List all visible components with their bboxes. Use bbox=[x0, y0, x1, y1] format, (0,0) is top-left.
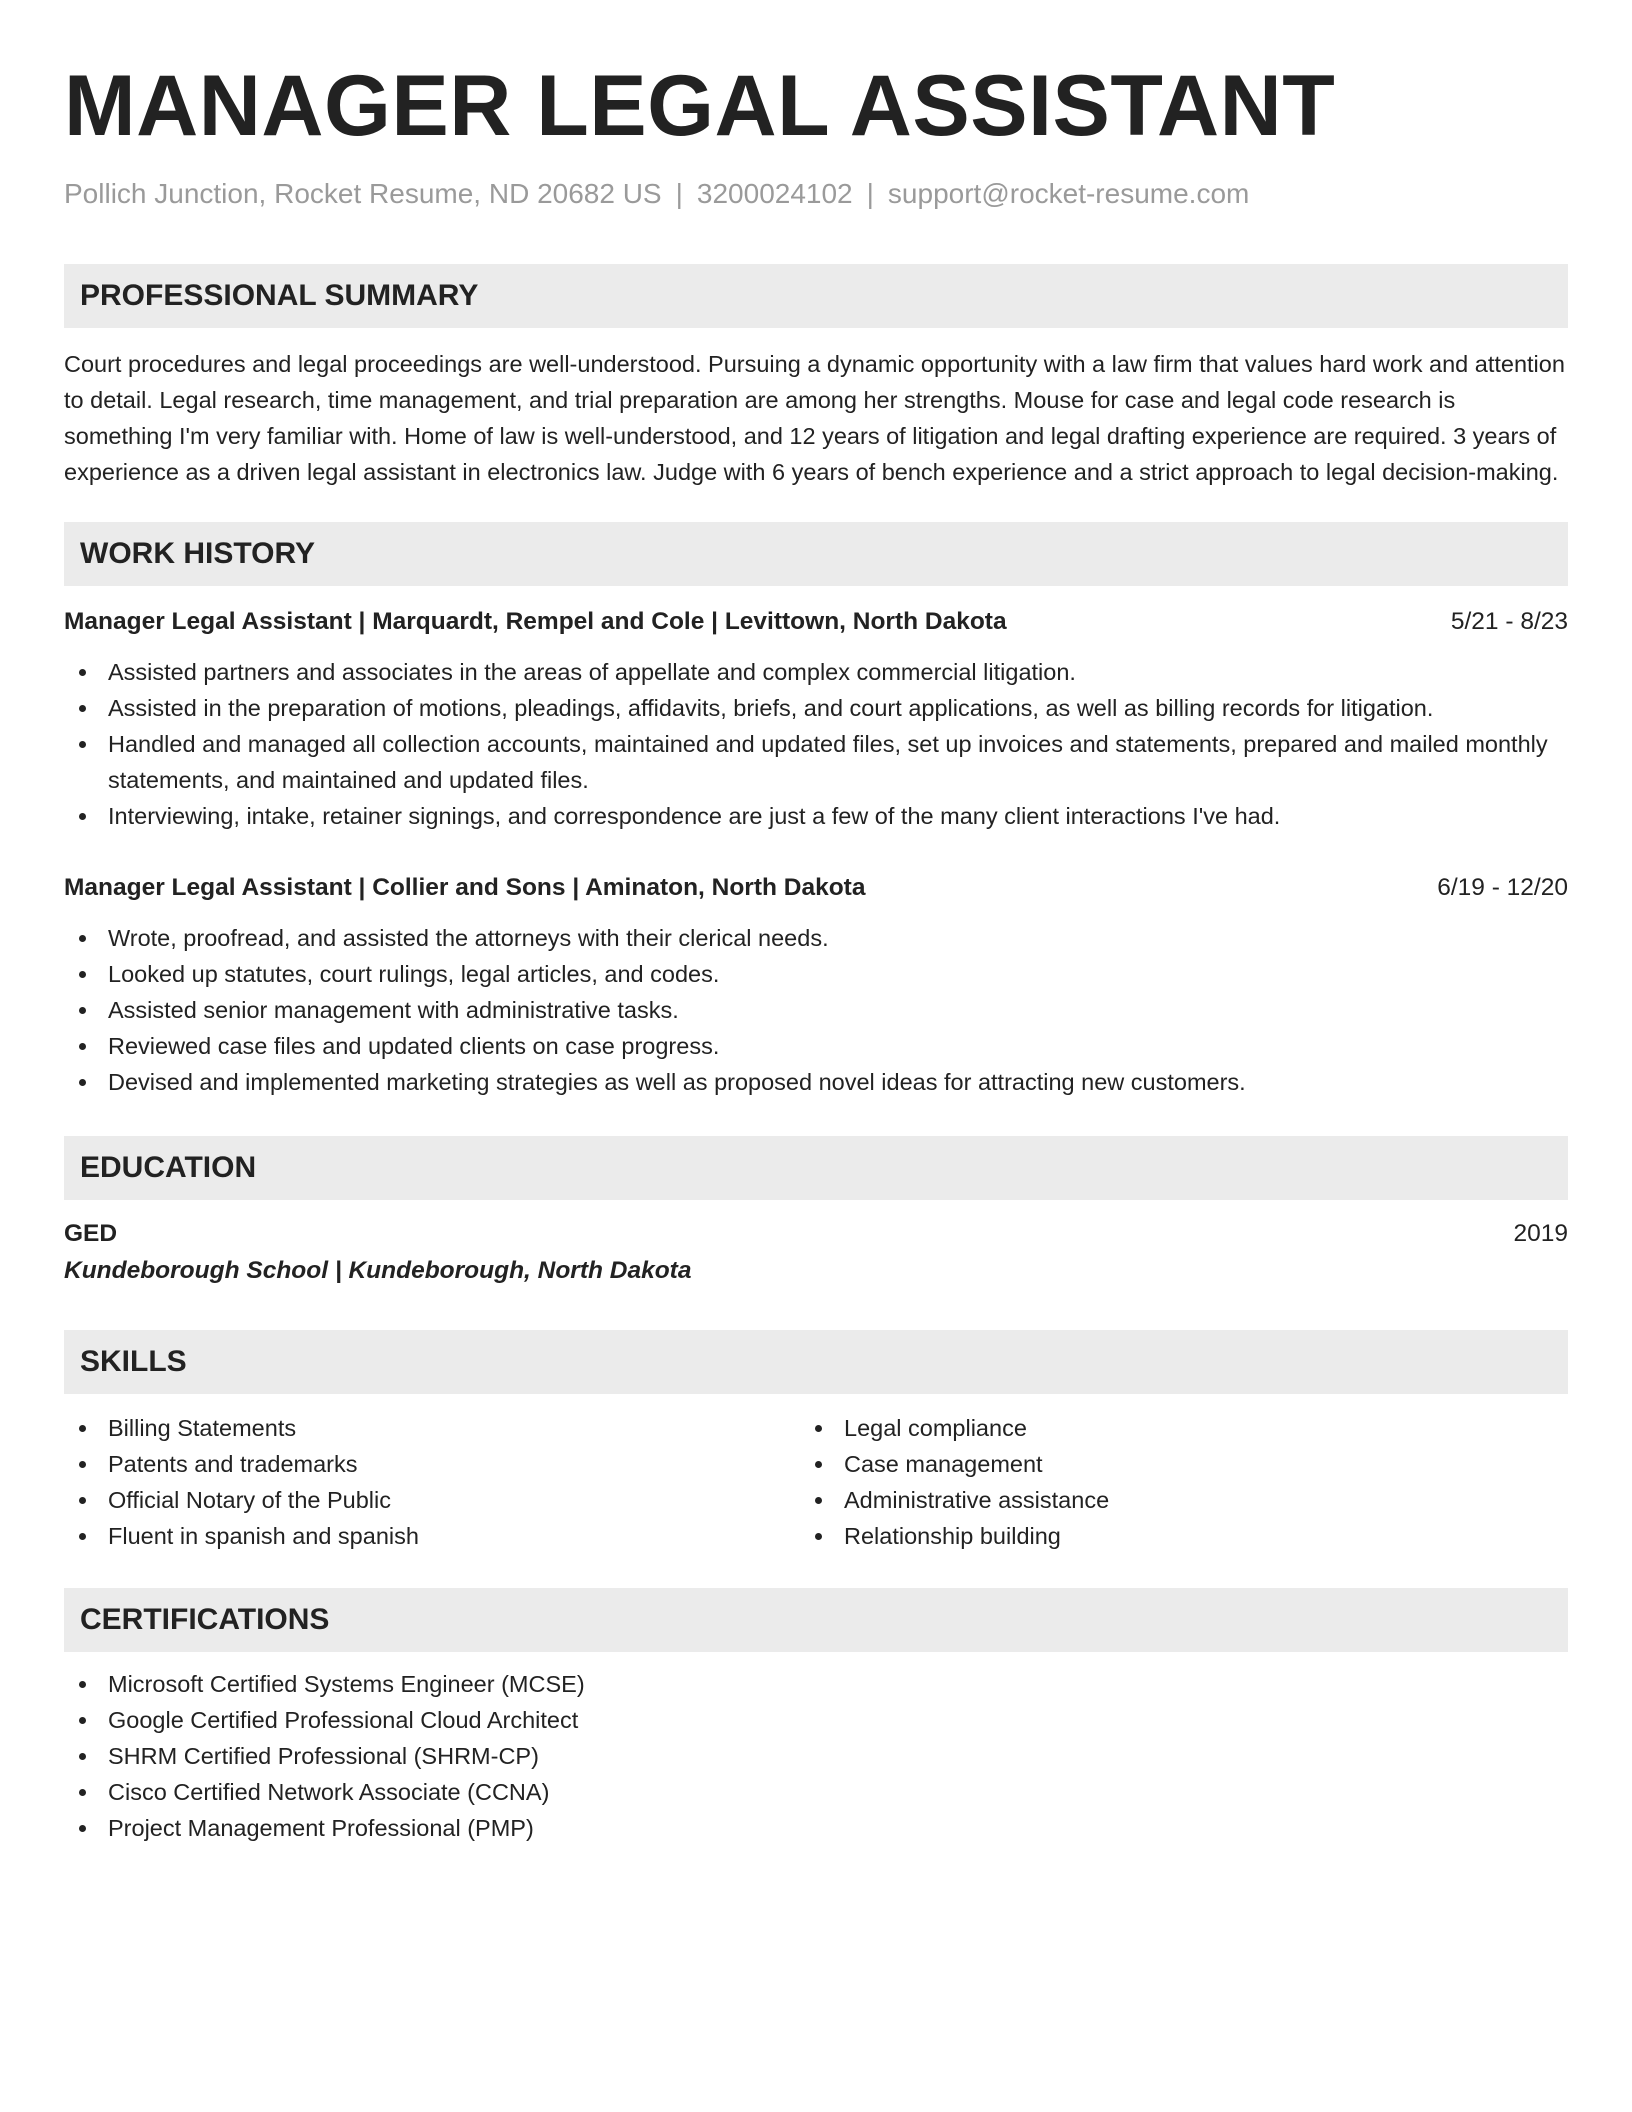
contact-email: support@rocket-resume.com bbox=[887, 178, 1250, 209]
job-bullet bbox=[64, 654, 1568, 690]
certification-item bbox=[64, 1702, 1568, 1738]
skills-grid bbox=[64, 1410, 1568, 1554]
bullet-icon bbox=[79, 1753, 86, 1760]
bullet-icon bbox=[79, 1533, 86, 1540]
job-bullet bbox=[64, 798, 1568, 834]
bullet-icon bbox=[79, 1717, 86, 1724]
education-school: Kundeborough School | Kundeborough, North Dakota bbox=[64, 1257, 692, 1284]
job-bullet bbox=[64, 1028, 1568, 1064]
job-bullet-text: Handled and managed all collection accounts, maintained and updated files, set up invoices and statements, prepared and mailed monthly statements, and maintained and updated files. bbox=[108, 731, 1548, 793]
bullet-icon bbox=[79, 813, 86, 820]
job-bullet-text: Devised and implemented marketing strategies as well as proposed novel ideas for attracting new customers. bbox=[108, 1069, 1246, 1095]
section-header-education: EDUCATION bbox=[64, 1136, 1568, 1200]
job-dates: 6/19 - 12/20 bbox=[1437, 874, 1568, 901]
certification-text: Google Certified Professional Cloud Architect bbox=[108, 1707, 579, 1733]
skill-item bbox=[64, 1446, 800, 1482]
job-bullet bbox=[64, 690, 1568, 726]
resume-page bbox=[64, 56, 1568, 1846]
certifications-list bbox=[64, 1666, 1568, 1846]
certification-text: Cisco Certified Network Associate (CCNA) bbox=[108, 1779, 550, 1805]
bullet-icon bbox=[79, 1043, 86, 1050]
section-header-skills: SKILLS bbox=[64, 1330, 1568, 1394]
skill-item bbox=[64, 1410, 800, 1446]
bullet-icon bbox=[79, 1007, 86, 1014]
certification-text: Microsoft Certified Systems Engineer (MCSE) bbox=[108, 1671, 585, 1697]
resume-name: MANAGER LEGAL ASSISTANT bbox=[64, 58, 1336, 154]
bullet-icon bbox=[815, 1533, 822, 1540]
bullet-icon bbox=[79, 971, 86, 978]
job-bullet-text: Assisted partners and associates in the areas of appellate and complex commercial litigation. bbox=[108, 659, 1076, 685]
bullet-icon bbox=[79, 1461, 86, 1468]
section-header-certifications: CERTIFICATIONS bbox=[64, 1588, 1568, 1652]
bullet-icon bbox=[79, 1497, 86, 1504]
contact-line bbox=[64, 176, 1568, 212]
skill-text: Patents and trademarks bbox=[108, 1451, 358, 1477]
bullet-icon bbox=[79, 741, 86, 748]
contact-phone: 3200024102 bbox=[696, 178, 853, 209]
skill-text: Official Notary of the Public bbox=[108, 1487, 391, 1513]
education-degree: GED bbox=[64, 1220, 118, 1247]
certification-item bbox=[64, 1666, 1568, 1702]
skill-item bbox=[800, 1410, 1536, 1446]
bullet-icon bbox=[79, 1825, 86, 1832]
job-bullet-text: Looked up statutes, court rulings, legal articles, and codes. bbox=[108, 961, 720, 987]
education-header bbox=[64, 1216, 1568, 1252]
certification-item bbox=[64, 1774, 1568, 1810]
job-bullet bbox=[64, 992, 1568, 1028]
skill-item bbox=[800, 1482, 1536, 1518]
job-entry bbox=[64, 870, 1568, 1100]
skill-text: Administrative assistance bbox=[844, 1487, 1110, 1513]
bullet-icon bbox=[79, 1681, 86, 1688]
job-bullet-text: Assisted senior management with administrative tasks. bbox=[108, 997, 679, 1023]
section-header-summary: PROFESSIONAL SUMMARY bbox=[64, 264, 1568, 328]
certification-text: SHRM Certified Professional (SHRM-CP) bbox=[108, 1743, 539, 1769]
summary-text: Court procedures and legal proceedings are well-understood. Pursuing a dynamic opportunity with a law firm that values hard work and attention to detail. Legal research, time management, and trial preparation are among her strengths. Mouse for case and legal code research is something I'm very familiar with. Home of law is well-understood, and 12 years of litigation and legal drafting experience are required. 3 years of experience as a driven legal assistant in electronics law. Judge with 6 years of bench experience and a strict approach to legal decision-making. bbox=[64, 351, 1565, 485]
skill-text: Legal compliance bbox=[844, 1415, 1027, 1441]
job-header bbox=[64, 870, 1568, 906]
skill-text: Billing Statements bbox=[108, 1415, 297, 1441]
skill-text: Fluent in spanish and spanish bbox=[108, 1523, 419, 1549]
certification-item bbox=[64, 1738, 1568, 1774]
bullet-icon bbox=[79, 705, 86, 712]
job-dates: 5/21 - 8/23 bbox=[1450, 608, 1568, 635]
job-bullet-list bbox=[64, 654, 1568, 834]
skill-text: Relationship building bbox=[844, 1523, 1061, 1549]
bullet-icon bbox=[79, 935, 86, 942]
job-bullet-text: Reviewed case files and updated clients on case progress. bbox=[108, 1033, 720, 1059]
job-bullet bbox=[64, 1064, 1568, 1100]
job-title-line: Manager Legal Assistant | Marquardt, Rempel and Cole | Levittown, North Dakota bbox=[64, 608, 1007, 635]
bullet-icon bbox=[815, 1461, 822, 1468]
certification-text: Project Management Professional (PMP) bbox=[108, 1815, 534, 1841]
education-year: 2019 bbox=[1513, 1220, 1568, 1247]
skills-list-right bbox=[800, 1410, 1536, 1554]
bullet-icon bbox=[79, 1425, 86, 1432]
job-bullet-text: Wrote, proofread, and assisted the attorneys with their clerical needs. bbox=[108, 925, 829, 951]
skill-text: Case management bbox=[844, 1451, 1043, 1477]
contact-separator: | bbox=[866, 178, 874, 209]
skills-list-left bbox=[64, 1410, 800, 1554]
job-bullet bbox=[64, 726, 1568, 798]
contact-address: Pollich Junction, Rocket Resume, ND 20682 US bbox=[64, 178, 662, 209]
skill-item bbox=[64, 1482, 800, 1518]
bullet-icon bbox=[815, 1425, 822, 1432]
skill-item bbox=[800, 1446, 1536, 1482]
skill-item bbox=[64, 1518, 800, 1554]
bullet-icon bbox=[815, 1497, 822, 1504]
certification-item bbox=[64, 1810, 1568, 1846]
bullet-icon bbox=[79, 1789, 86, 1796]
job-bullet-list bbox=[64, 920, 1568, 1100]
job-bullet-text: Assisted in the preparation of motions, pleadings, affidavits, briefs, and court applications, as well as billing records for litigation. bbox=[108, 695, 1434, 721]
job-bullet-text: Interviewing, intake, retainer signings, and correspondence are just a few of the many client interactions I've had. bbox=[108, 803, 1281, 829]
bullet-icon bbox=[79, 1079, 86, 1086]
bullet-icon bbox=[79, 669, 86, 676]
job-title-line: Manager Legal Assistant | Collier and Sons | Aminaton, North Dakota bbox=[64, 874, 866, 901]
education-entry bbox=[64, 1216, 1568, 1290]
job-bullet bbox=[64, 920, 1568, 956]
contact-separator: | bbox=[675, 178, 683, 209]
job-entry bbox=[64, 604, 1568, 834]
skill-item bbox=[800, 1518, 1536, 1554]
job-bullet bbox=[64, 956, 1568, 992]
job-header bbox=[64, 604, 1568, 640]
section-header-work-history: WORK HISTORY bbox=[64, 522, 1568, 586]
